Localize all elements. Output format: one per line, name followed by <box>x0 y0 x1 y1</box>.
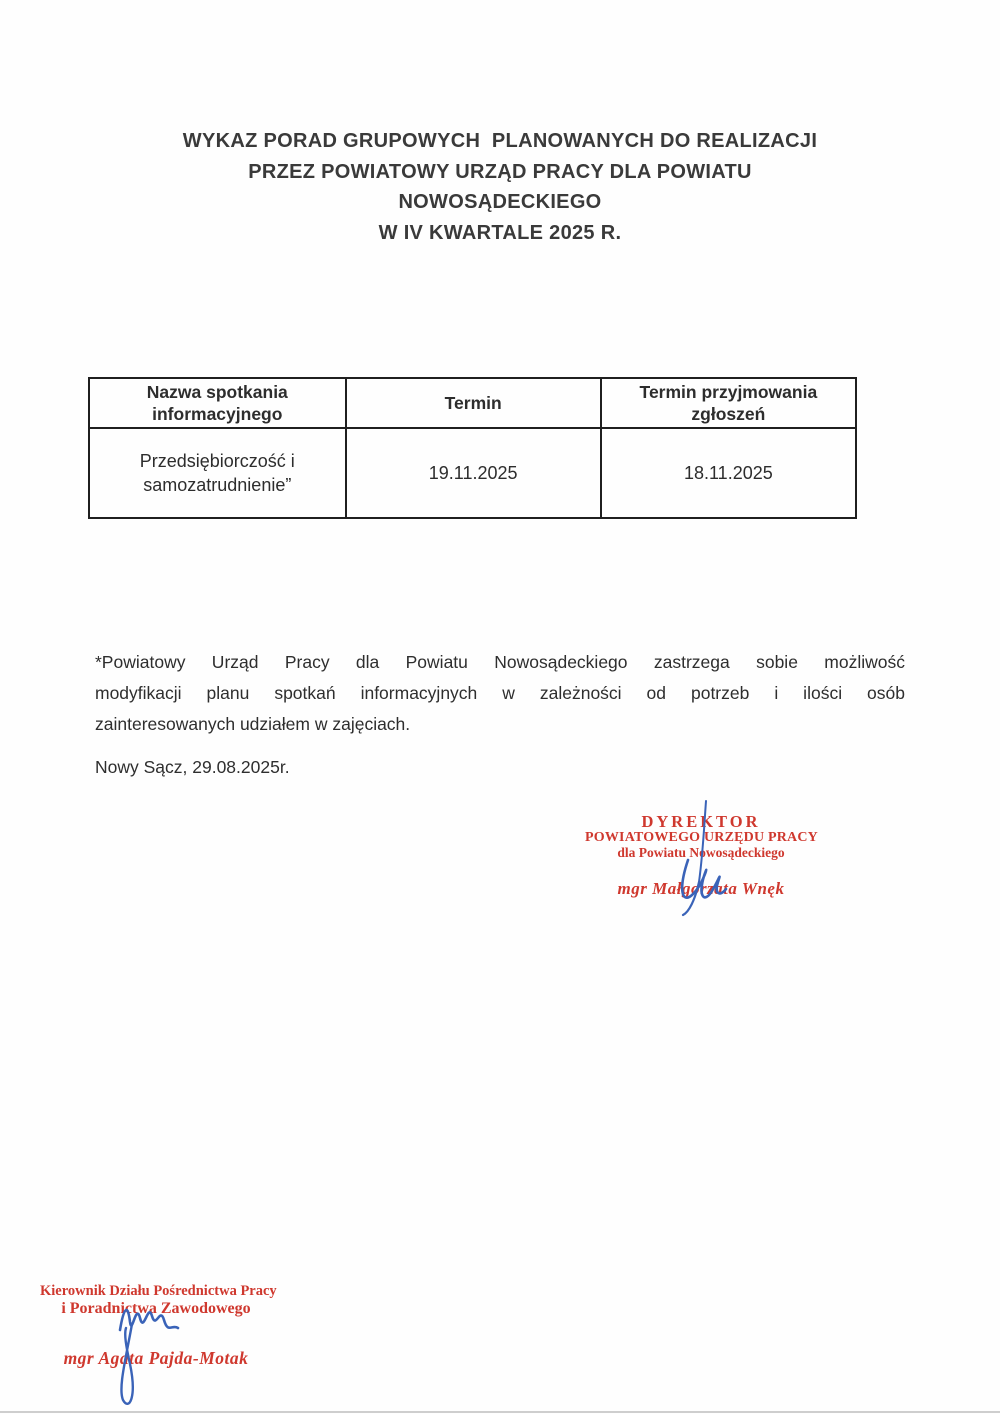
table-header-row <box>89 378 856 428</box>
title-line-2: PRZEZ POWIATOWY URZĄD PRACY DLA POWIATU <box>248 160 752 183</box>
header-meeting-name: Nazwa spotkania informacyjnego <box>89 378 346 428</box>
dateline: Nowy Sącz, 29.08.2025r. <box>95 757 290 777</box>
title-line-1: WYKAZ PORAD GRUPOWYCH PLANOWANYCH DO REALIZACJI <box>182 130 818 152</box>
director-stamp-org: POWIATOWEGO URZĘDU PRACY <box>585 830 818 845</box>
title-line-3: NOWOSĄDECKIEGO <box>398 191 602 213</box>
header-registration-date: Termin przyjmowania zgłoszeń <box>601 378 856 428</box>
footnote-line-3: zainteresowanych udziałem w zajęciach. <box>95 714 411 734</box>
manager-stamp <box>40 1283 277 1369</box>
manager-stamp-role1: Kierownik Działu Pośrednictwa Pracy <box>40 1283 277 1299</box>
table-row <box>89 428 856 518</box>
director-stamp-role: DYREKTOR <box>641 812 761 831</box>
cell-registration-date: 18.11.2025 <box>601 428 856 518</box>
cell-date: 19.11.2025 <box>346 428 601 518</box>
manager-stamp-role2: i Poradnictwa Zawodowego <box>61 1300 251 1317</box>
manager-stamp-name: mgr Agata Pajda-Motak <box>63 1348 249 1368</box>
footnote <box>95 647 905 740</box>
footnote-line-2: modyfikacji planu spotkań informacyjnych w zależności od potrzeb i ilości osób <box>95 683 905 703</box>
director-stamp-org2: dla Powiatu Nowosądeckiego <box>617 845 785 860</box>
cell-meeting-name: Przedsiębiorczość i samozatrudnienie” <box>89 428 346 518</box>
director-stamp-name: mgr Małgorzata Wnęk <box>617 879 785 898</box>
document-title <box>0 126 1000 248</box>
schedule-table <box>88 377 857 519</box>
header-date: Termin <box>346 378 601 428</box>
title-line-4: W IV KWARTALE 2025 R. <box>378 221 622 244</box>
footnote-line-1: *Powiatowy Urząd Pracy dla Powiatu Nowosądeckiego zastrzega sobie możliwość <box>95 652 905 672</box>
scan-edge-line <box>0 1411 1000 1413</box>
director-stamp <box>585 814 817 899</box>
